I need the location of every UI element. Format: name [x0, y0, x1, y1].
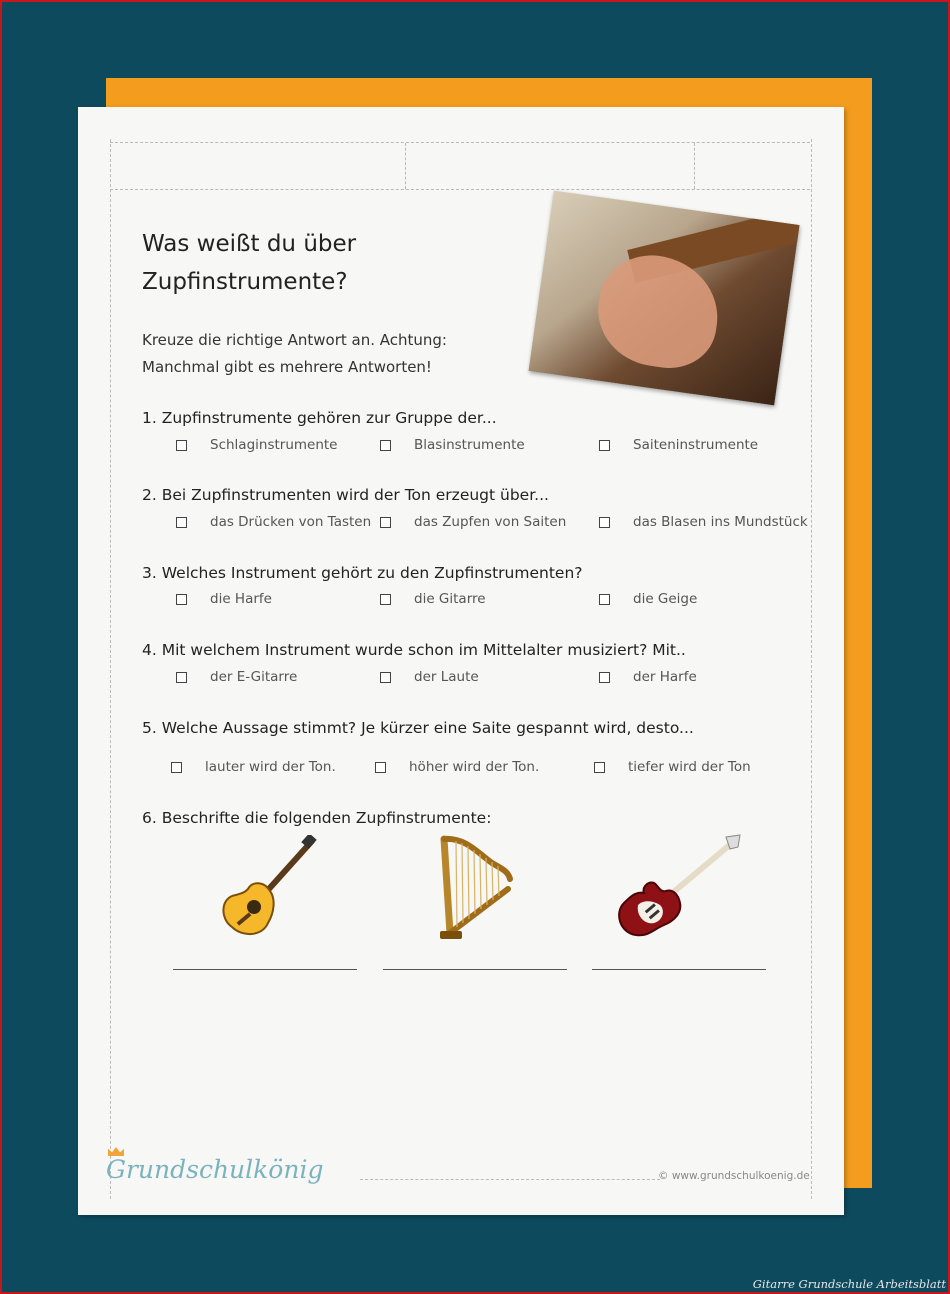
- guitar-photo: [529, 191, 800, 406]
- question-4: 4. Mit welchem Instrument wurde schon im Mittelalter musiziert? Mit..: [142, 641, 686, 659]
- q5-option-1[interactable]: lauter wird der Ton.: [171, 759, 336, 775]
- q5-option-2[interactable]: höher wird der Ton.: [375, 759, 539, 775]
- checkbox[interactable]: [380, 594, 391, 605]
- checkbox[interactable]: [599, 672, 610, 683]
- question-3: 3. Welches Instrument gehört zu den Zupfinstrumenten?: [142, 564, 583, 582]
- q4-option-1[interactable]: der E-Gitarre: [176, 669, 297, 685]
- instruction: [142, 327, 522, 381]
- checkbox[interactable]: [176, 517, 187, 528]
- answer-line-2[interactable]: [383, 969, 567, 970]
- q4-option-2[interactable]: der Laute: [380, 669, 479, 685]
- q1-option-2[interactable]: Blasinstrumente: [380, 437, 525, 453]
- image-caption: Gitarre Grundschule Arbeitsblatt: [752, 1277, 946, 1291]
- electric-guitar-icon: [614, 833, 744, 941]
- header-divider: [405, 143, 406, 189]
- brand-logo: Grundschulkönig: [106, 1155, 324, 1184]
- q5-option-3[interactable]: tiefer wird der Ton: [594, 759, 751, 775]
- instruction-line-2: Manchmal gibt es mehrere Antworten!: [142, 358, 432, 376]
- checkbox[interactable]: [380, 440, 391, 451]
- checkbox[interactable]: [599, 517, 610, 528]
- acoustic-guitar-icon: [218, 835, 318, 941]
- worksheet: [78, 107, 844, 1215]
- q2-option-2[interactable]: das Zupfen von Saiten: [380, 514, 566, 530]
- checkbox[interactable]: [380, 517, 391, 528]
- q1-option-1[interactable]: Schlaginstrumente: [176, 437, 338, 453]
- q1-option-3[interactable]: Saiteninstrumente: [599, 437, 758, 453]
- question-5: 5. Welche Aussage stimmt? Je kürzer eine Saite gespannt wird, desto...: [142, 719, 694, 737]
- instruction-line-1: Kreuze die richtige Antwort an. Achtung:: [142, 331, 447, 349]
- q3-option-2[interactable]: die Gitarre: [380, 591, 486, 607]
- checkbox[interactable]: [599, 594, 610, 605]
- checkbox[interactable]: [176, 672, 187, 683]
- harp-icon: [436, 833, 516, 941]
- footer-url: © www.grundschulkoenig.de: [658, 1170, 810, 1182]
- answer-line-1[interactable]: [173, 969, 357, 970]
- header-box: [110, 142, 810, 190]
- q3-option-3[interactable]: die Geige: [599, 591, 697, 607]
- q3-option-1[interactable]: die Harfe: [176, 591, 272, 607]
- footer-divider: [360, 1179, 660, 1180]
- q2-option-3[interactable]: das Blasen ins Mundstück: [599, 514, 808, 530]
- hand-shape: [591, 248, 725, 374]
- checkbox[interactable]: [176, 594, 187, 605]
- checkbox[interactable]: [380, 672, 391, 683]
- question-2: 2. Bei Zupfinstrumenten wird der Ton erzeugt über...: [142, 486, 549, 504]
- question-1: 1. Zupfinstrumente gehören zur Gruppe der...: [142, 409, 497, 427]
- checkbox[interactable]: [599, 440, 610, 451]
- q4-option-3[interactable]: der Harfe: [599, 669, 697, 685]
- header-divider: [694, 143, 695, 189]
- checkbox[interactable]: [171, 762, 182, 773]
- checkbox[interactable]: [594, 762, 605, 773]
- answer-line-3[interactable]: [592, 969, 766, 970]
- question-6: 6. Beschrifte die folgenden Zupfinstrumente:: [142, 809, 492, 827]
- q2-option-1[interactable]: das Drücken von Tasten: [176, 514, 371, 530]
- title-line-1: Was weißt du über: [142, 231, 357, 257]
- worksheet-title: [142, 225, 502, 301]
- checkbox[interactable]: [375, 762, 386, 773]
- title-line-2: Zupfinstrumente?: [142, 269, 348, 295]
- checkbox[interactable]: [176, 440, 187, 451]
